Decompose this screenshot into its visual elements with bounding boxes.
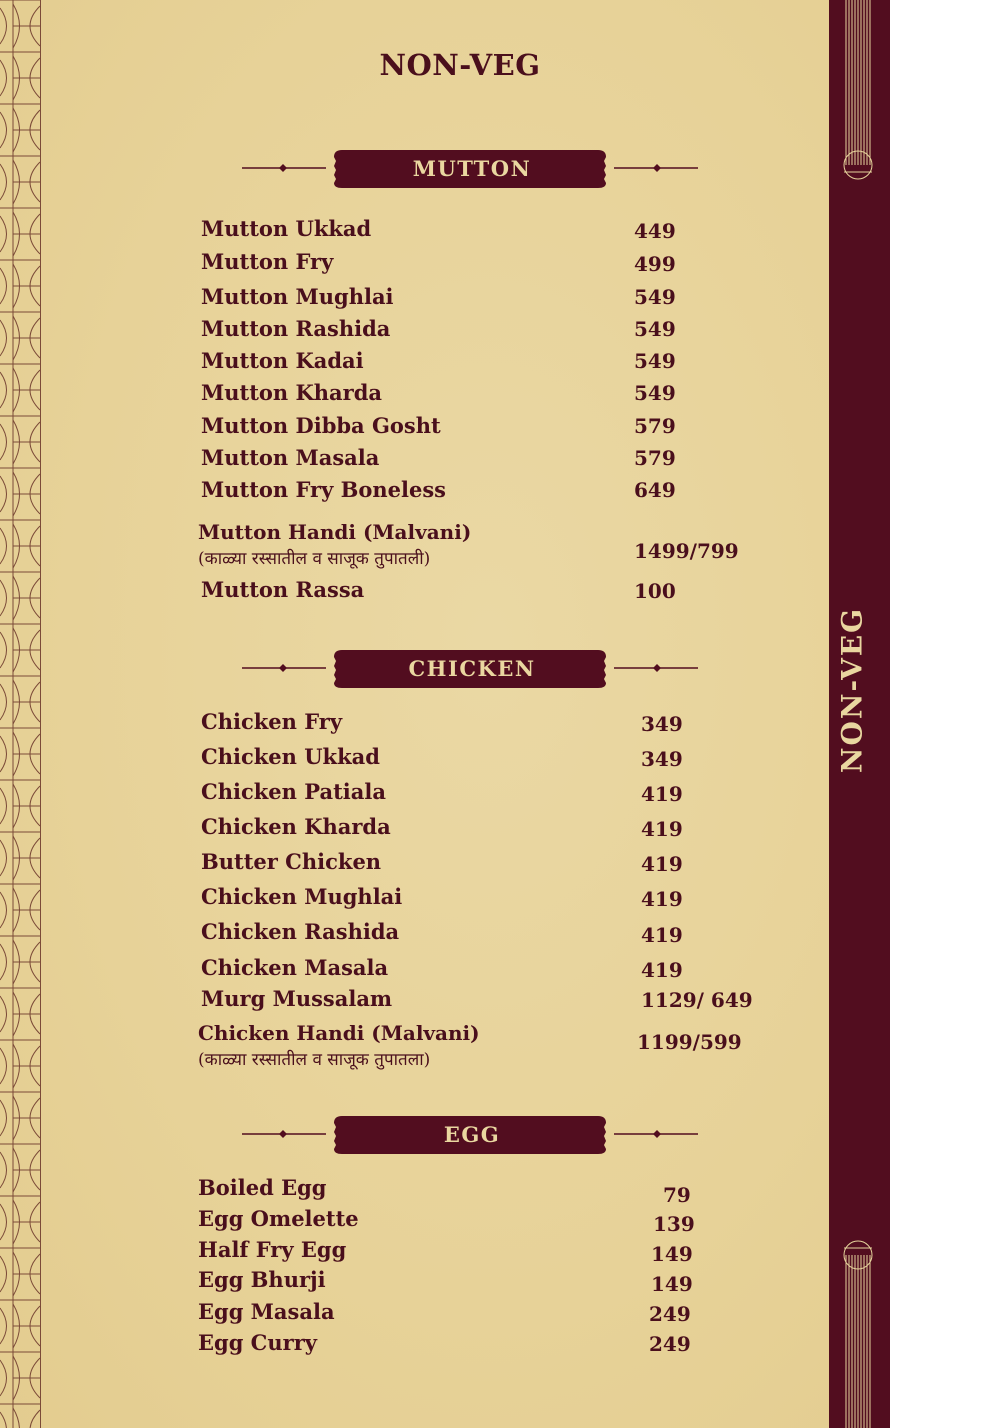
chicken-item-name: Chicken Ukkad xyxy=(201,744,380,769)
egg-item-price: 149 xyxy=(651,1242,693,1266)
egg-item-price: 249 xyxy=(649,1302,691,1326)
chicken-item-name: Chicken Patiala xyxy=(201,779,386,804)
mutton-item-price: 100 xyxy=(634,579,676,603)
chicken-item-price: 419 xyxy=(641,852,683,876)
mutton-item-price: 549 xyxy=(634,285,676,309)
egg-item-price: 149 xyxy=(651,1272,693,1296)
mutton-item-price: 579 xyxy=(634,414,676,438)
page-title: NON-VEG xyxy=(379,48,541,82)
section-header-chicken xyxy=(240,648,700,692)
mutton-item-price: 549 xyxy=(634,317,676,341)
mutton-item-price: 499 xyxy=(634,252,676,276)
egg-item-name: Egg Masala xyxy=(198,1299,335,1324)
mutton-item-price: 649 xyxy=(634,478,676,502)
chicken-item-name: Chicken Handi (Malvani) xyxy=(198,1021,480,1045)
chicken-item-price: 349 xyxy=(641,712,683,736)
mutton-item-name: Mutton Mughlai xyxy=(201,284,394,309)
chicken-item-name: Chicken Masala xyxy=(201,955,389,980)
egg-item-price: 79 xyxy=(663,1183,691,1207)
chicken-item-subtitle: (काळ्या रस्सातील व साजूक तुपातला) xyxy=(198,1050,431,1070)
mutton-item-name: Mutton Dibba Gosht xyxy=(201,413,441,438)
mutton-item-price: 449 xyxy=(634,219,676,243)
egg-item-name: Egg Curry xyxy=(198,1330,317,1355)
chicken-item-name: Chicken Fry xyxy=(201,709,343,734)
mutton-item-price: 549 xyxy=(634,349,676,373)
egg-item-name: Half Fry Egg xyxy=(198,1237,347,1262)
chicken-item-name: Murg Mussalam xyxy=(201,986,393,1011)
chicken-item-price: 419 xyxy=(641,958,683,982)
mutton-item-name: Mutton Rashida xyxy=(201,316,391,341)
mutton-item-name: Mutton Masala xyxy=(201,445,380,470)
mutton-item-price: 579 xyxy=(634,446,676,470)
mutton-item-name: Mutton Handi (Malvani) xyxy=(198,520,472,544)
chicken-item-name: Chicken Kharda xyxy=(201,814,391,839)
chicken-item-name: Chicken Mughlai xyxy=(201,884,403,909)
section-title-chicken: CHICKEN xyxy=(408,656,536,681)
egg-item-price: 139 xyxy=(653,1212,695,1236)
section-header-mutton xyxy=(240,148,700,192)
chicken-item-price: 1129/ 649 xyxy=(641,988,753,1012)
section-title-egg: EGG xyxy=(443,1122,501,1147)
egg-item-price: 249 xyxy=(649,1332,691,1356)
mutton-item-name: Mutton Fry xyxy=(201,249,334,274)
egg-item-name: Egg Bhurji xyxy=(198,1267,326,1292)
side-label: NON-VEG xyxy=(835,606,869,774)
mutton-item-price: 549 xyxy=(634,381,676,405)
chicken-item-price: 419 xyxy=(641,817,683,841)
section-title-mutton: MUTTON xyxy=(412,156,532,181)
egg-item-name: Egg Omelette xyxy=(198,1206,359,1231)
left-decorative-border xyxy=(0,0,41,1428)
mutton-item-name: Mutton Fry Boneless xyxy=(201,477,446,502)
chicken-item-name: Chicken Rashida xyxy=(201,919,400,944)
chicken-item-name: Butter Chicken xyxy=(201,849,382,874)
chicken-item-price: 1199/599 xyxy=(637,1030,742,1054)
chicken-item-price: 419 xyxy=(641,923,683,947)
mutton-item-name: Mutton Kadai xyxy=(201,348,364,373)
mutton-item-subtitle: (काळ्या रस्सातील व साजूक तुपातली) xyxy=(198,549,431,569)
mutton-item-name: Mutton Rassa xyxy=(201,577,365,602)
mutton-item-name: Mutton Ukkad xyxy=(201,216,372,241)
egg-item-name: Boiled Egg xyxy=(198,1175,327,1200)
chicken-item-price: 349 xyxy=(641,747,683,771)
mutton-item-price: 1499/799 xyxy=(634,539,739,563)
mutton-item-name: Mutton Kharda xyxy=(201,380,382,405)
chicken-item-price: 419 xyxy=(641,782,683,806)
section-header-egg xyxy=(240,1114,700,1158)
chicken-item-price: 419 xyxy=(641,887,683,911)
